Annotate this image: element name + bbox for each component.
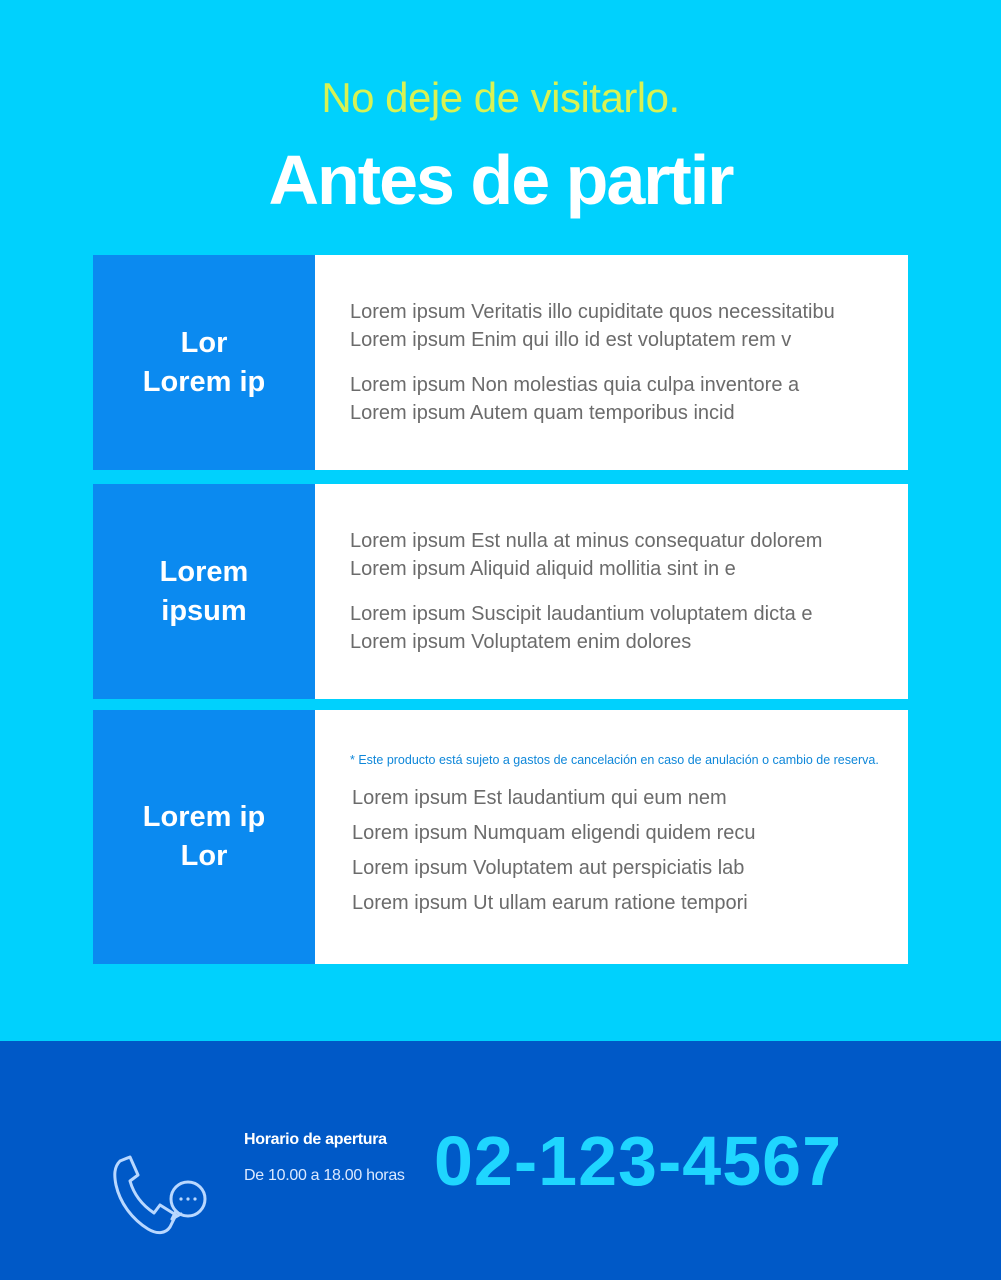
contact-footer [0,1041,1001,1280]
card-text-line: Lorem ipsum Est nulla at minus consequatur dolorem [350,530,823,552]
phone-number[interactable]: 02-123-4567 [434,1122,842,1200]
card-label-line: Lorem ip [142,365,266,398]
card-paragraph [350,600,908,656]
subtitle: No deje de visitarlo. [321,74,680,121]
card-body [315,710,908,964]
hours-text: De 10.00 a 18.00 horas [244,1167,405,1184]
card-label-line: ipsum [161,594,247,627]
card-body [315,255,908,470]
card-label-line: Lor [180,326,228,359]
phone-chat-icon [110,1153,210,1250]
info-card-3 [93,710,908,964]
page-title: Antes de partir [268,141,733,219]
card-text-line: Lorem ipsum Aliquid aliquid mollitia sint in e [350,558,736,580]
card-label [93,710,315,964]
card-text-line: Lorem ipsum Autem quam temporibus incid [350,402,735,424]
card-text-line: Lorem ipsum Suscipit laudantium voluptatem dicta e [350,603,813,625]
opening-hours [244,1131,405,1185]
card-text-line: Lorem ipsum Voluptatem aut perspiciatis lab [352,857,745,879]
cancellation-note: * Este producto está sujeto a gastos de cancelación en caso de anulación o cambio de reserva. [350,753,879,767]
card-paragraph [350,371,908,427]
card-text-line: Lorem ipsum Est laudantium qui eum nem [352,787,727,809]
card-text-line: Lorem ipsum Enim qui illo id est voluptatem rem v [350,329,792,351]
card-text-line: Lorem ipsum Ut ullam earum ratione tempori [352,892,748,914]
hours-title: Horario de apertura [244,1131,387,1148]
card-body [315,484,908,699]
card-paragraph [350,527,908,583]
card-text-line: Lorem ipsum Numquam eligendi quidem recu [352,822,756,844]
card-label-line: Lorem ip [142,801,266,833]
card-label [93,255,315,470]
card-paragraph [350,298,908,354]
card-label [93,484,315,699]
info-card-1 [93,255,908,470]
card-text-line: Lorem ipsum Voluptatem enim dolores [350,631,692,653]
info-card-2 [93,484,908,699]
card-text-line: Lorem ipsum Non molestias quia culpa inventore a [350,374,800,396]
card-text-line: Lorem ipsum Veritatis illo cupiditate quos necessitatibu [350,301,835,323]
card-label-line: Lor [180,840,228,872]
card-label-line: Lorem [159,555,249,588]
